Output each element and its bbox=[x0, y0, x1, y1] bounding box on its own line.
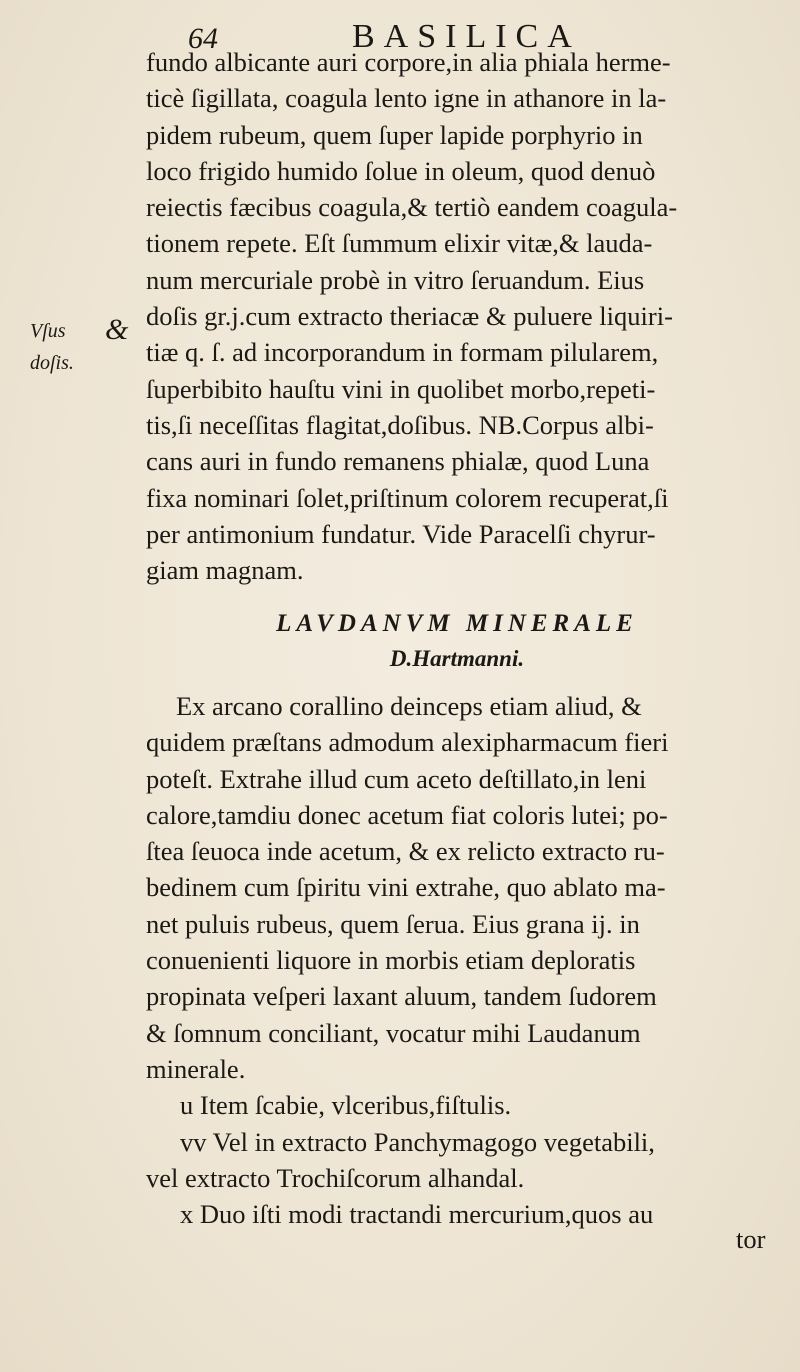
text-line: & ſomnum conciliant, vocatur mihi Laudanum bbox=[146, 1017, 641, 1048]
text-line: bedinem cum ſpiritu vini extrahe, quo ablato ma- bbox=[146, 872, 666, 903]
margin-note-line: doſis. bbox=[30, 352, 74, 374]
text-line: minerale. bbox=[146, 1053, 246, 1084]
page-number: 64 bbox=[188, 22, 218, 55]
section-subtitle: D.Hartmanni. bbox=[389, 646, 525, 671]
margin-mark: & bbox=[105, 313, 129, 346]
paragraph-2 bbox=[146, 688, 768, 1232]
list-item: vv Vel in extracto Panchymagogo vegetabili, bbox=[180, 1126, 655, 1157]
text-line: propinata veſperi laxant aluum, tandem ſudorem bbox=[146, 981, 657, 1012]
list-item: u Item ſcabie, vlceribus,fiſtulis. bbox=[180, 1090, 512, 1121]
text-line: conuenienti liquore in morbis etiam deploratis bbox=[146, 945, 636, 976]
text-line: giam magnam. bbox=[146, 555, 304, 586]
margin-note-line: Vſus bbox=[30, 320, 66, 342]
list-item-continuation: vel extracto Trochiſcorum alhandal. bbox=[146, 1162, 525, 1193]
section-title: LAVDANVM MINERALE bbox=[276, 610, 638, 637]
text-line: net puluis rubeus, quem ſerua. Eius grana ij. in bbox=[146, 908, 640, 939]
text-line: Ex arcano corallino deinceps etiam aliud, & bbox=[176, 691, 642, 721]
catchword: tor bbox=[736, 1224, 766, 1254]
text-line: x Duo iſti modi tractandi mercurium,quos au bbox=[180, 1199, 654, 1230]
text-line: tionem repete. Eſt ſummum elixir vitæ,& lauda- bbox=[146, 228, 653, 259]
text-line: fixa nominari ſolet,priſtinum colorem recuperat,ſi bbox=[146, 482, 669, 513]
text-line: doſis gr.j.cum extracto theriacæ & puluere liquiri- bbox=[146, 301, 673, 332]
text-line: ſtea ſeuoca inde acetum, & ex relicto extracto ru- bbox=[146, 836, 665, 867]
text-line: per antimonium fundatur. Vide Paracelſi chyrur- bbox=[146, 518, 656, 549]
running-head: BASILICA bbox=[352, 18, 581, 55]
text-line: quidem præſtans admodum alexipharmacum fieri bbox=[146, 727, 669, 758]
text-line: poteſt. Extrahe illud cum aceto deſtillato,in leni bbox=[146, 763, 647, 794]
text-line: calore,tamdiu donec acetum fiat coloris lutei; po- bbox=[146, 799, 668, 830]
text-line: num mercuriale probè in vitro ſeruandum. Eius bbox=[146, 264, 645, 295]
text-line: loco frigido humido ſolue in oleum, quod denuò bbox=[146, 155, 656, 186]
text-line: fundo albicante auri corpore,in alia phiala herme- bbox=[146, 47, 671, 77]
text-line: pidem rubeum, quem ſuper lapide porphyrio in bbox=[146, 119, 643, 150]
text-line: tis,ſi neceſſitas flagitat,doſibus. NB.Corpus albi- bbox=[146, 409, 654, 440]
margin-note bbox=[30, 315, 90, 379]
text-line: cans auri in fundo remanens phialæ, quod Luna bbox=[146, 446, 650, 477]
text-line: ſuperbibito hauſtu vini in quolibet morbo,repeti- bbox=[146, 373, 656, 404]
text-line: reiectis fæcibus coagula,& tertiò eandem coagula- bbox=[146, 192, 678, 223]
text-line: ticè ſigillata, coagula lento igne in athanore in la- bbox=[146, 83, 667, 114]
paragraph-1 bbox=[146, 44, 768, 588]
text-line: tiæ q. ſ. ad incorporandum in formam pilularem, bbox=[146, 337, 659, 368]
